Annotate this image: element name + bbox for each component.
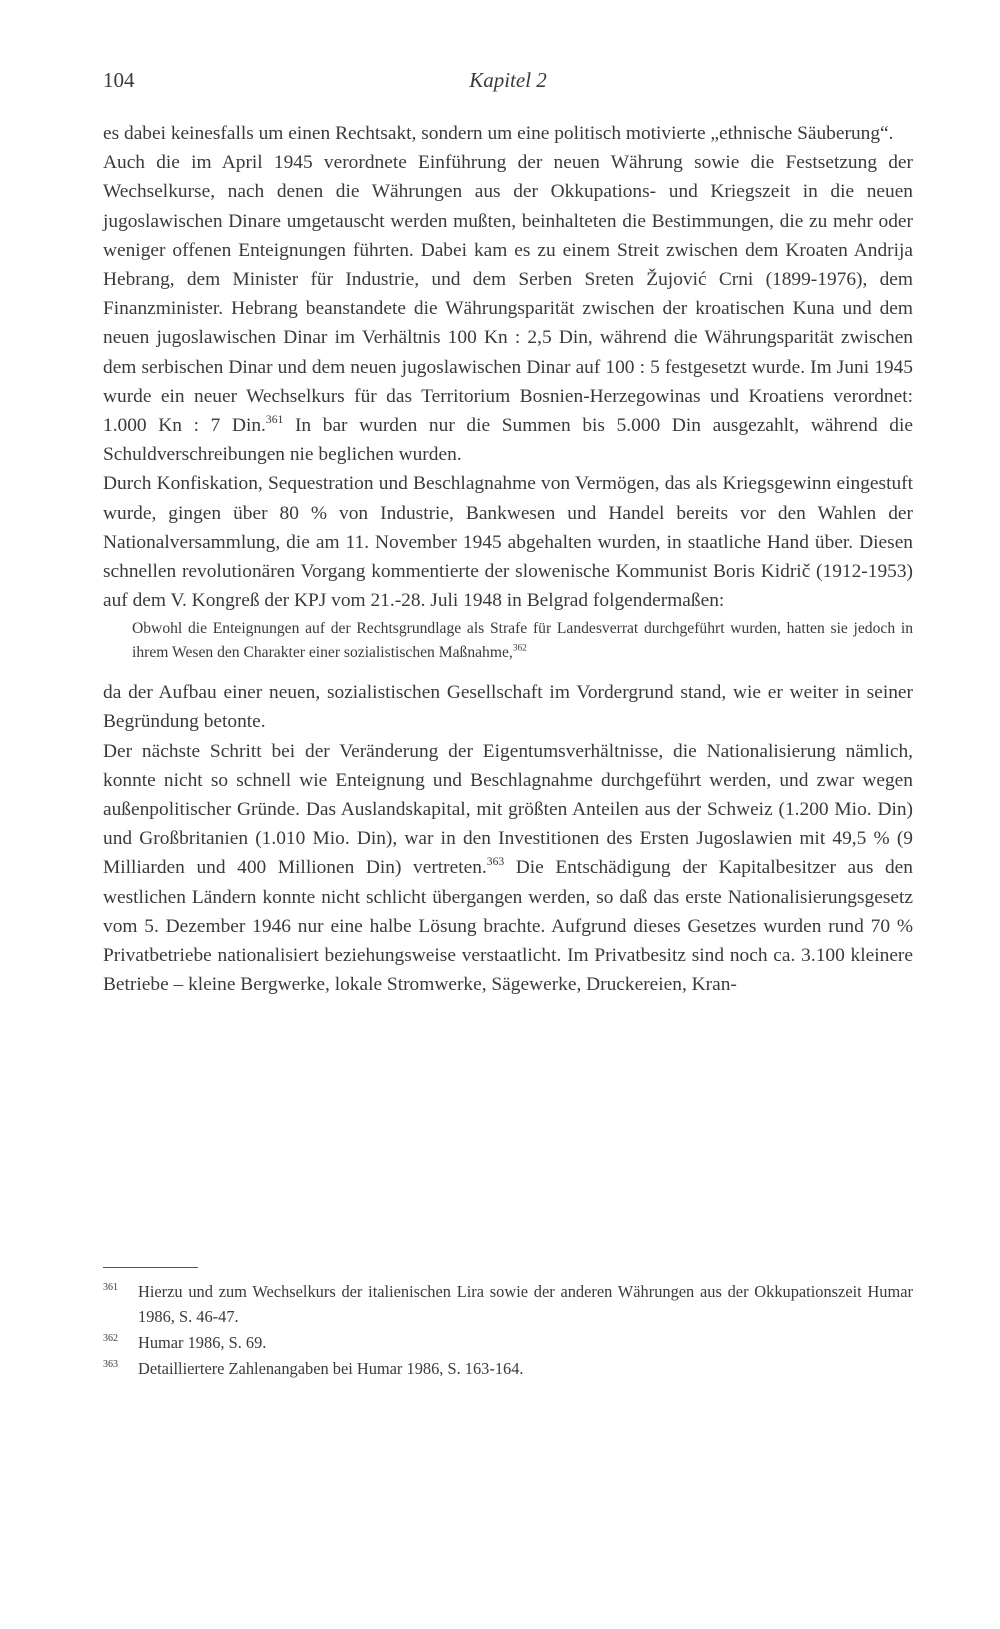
footnote-separator [103,1267,198,1268]
footnote [103,1279,913,1329]
footnote-reference[interactable]: 362 [512,643,527,654]
page-header [103,68,913,98]
quote-text: Obwohl die Enteignungen auf der Rechtsgrundlage als Strafe für Landesverrat durchgeführt wurden, hatten sie jedoch in ihrem Wesen den Charakter einer sozialistischen Maßnahme, [132,620,913,661]
footnote [103,1356,913,1381]
paragraph-text: Die Entschädigung der Kapitalbesitzer aus den westlichen Ländern konnte nicht schlicht übergangen werden, so daß das erste Nationalisierungsgesetz vom 5. Dezember 1946 nur eine halbe Lösung brachte. Aufgrund dieses Gesetzes wurden rund 70 % Privatbetriebe nationalisiert beziehungsweise verstaatlicht. Im Privatbesitz sind noch ca. 3.100 kleinere Betriebe – kleine Bergwerke, lokale Stromwerke, Sägewerke, Druckereien, Kran- [103,857,913,996]
footnote-reference[interactable]: 361 [265,412,284,426]
main-text [103,119,913,1000]
footnotes [103,1279,913,1382]
footnote-text: Humar 1986, S. 69. [138,1333,267,1352]
paragraph-currency-reform [103,148,913,469]
page-number: 104 [103,68,135,92]
footnote-number: 363 [103,1359,118,1370]
paragraph-text: Der nächste Schritt bei der Veränderung der Eigentumsverhältnisse, die Nationalisierung nämlich, konnte nicht so schnell wie Enteignung und Beschlagnahme durchgeführt werden, und zwar wegen außenpolitischer Gründe. Das Auslandskapital, mit größten Anteilen aus der Schweiz (1.200 Mio. Din) und Großbritanien (1.010 Mio. Din), war in den Investitionen des Ersten Jugoslawien mit 49,5 % (9 Milliarden und 400 Millionen Din) vertreten. [103,740,913,879]
paragraph-quote-continuation: da der Aufbau einer neuen, sozialistischen Gesellschaft im Vordergrund stand, wie er weiter in seiner Begründung betonte. [103,682,913,733]
paragraph-continuation: es dabei keinesfalls um einen Rechtsakt, sondern um eine politisch motivierte „ethnische Säuberung“. [103,123,894,144]
block-quote [103,617,913,664]
paragraph-text: In bar wurden nur die Summen bis 5.000 Din ausgezahlt, während die Schuldverschreibungen nie beglichen wurden. [103,415,913,466]
running-title: Kapitel 2 [469,68,547,92]
footnote-text: Hierzu und zum Wechselkurs der italienischen Lira sowie der anderen Währungen aus der Okkupationszeit Humar 1986, S. 46-47. [138,1282,913,1326]
footnote [103,1330,913,1355]
paragraph-confiscation: Durch Konfiskation, Sequestration und Beschlagnahme von Vermögen, das als Kriegsgewinn eingestuft wurde, gingen über 80 % von Industrie, Bankwesen und Handel bereits vor den Wahlen der Nationalversammlung, die am 11. November 1945 abgehalten wurden, in staatliche Hand über. Diesen schnellen revolutionären Vorgang kommentierte der slowenische Kommunist Boris Kidrič (1912-1953) auf dem V. Kongreß der KPJ vom 21.-28. Juli 1948 in Belgrad folgendermaßen: [103,473,913,612]
footnote-text: Detailliertere Zahlenangaben bei Humar 1986, S. 163-164. [138,1359,524,1378]
footnote-reference[interactable]: 363 [486,855,505,869]
footnote-number: 362 [103,1333,118,1344]
paragraph-text: Auch die im April 1945 verordnete Einführung der neuen Währung sowie die Festsetzung der Wechselkurse, nach denen die Währungen aus der Okkupations- und Kriegszeit in die neuen jugoslawischen Dinare umgetauscht werden mußten, beinhalteten die Bestimmungen, die zu mehr oder weniger offenen Enteignungen führten. Dabei kam es zu einem Streit zwischen dem Kroaten Andrija Hebrang, dem Minister für Industrie, und dem Serben Sreten Žujović Crni (1899-1976), dem Finanzminister. Hebrang beanstandete die Währungsparität zwischen der kroatischen Kuna und dem neuen jugoslawischen Dinar im Verhältnis 100 Kn : 2,5 Din, während die Währungsparität zwischen dem serbischen Dinar und dem neuen jugoslawischen Dinar auf 100 : 5 festgesetzt wurde. Im Juni 1945 wurde ein neuer Wechselkurs für das Territorium Bosnien-Herzegowinas und Kroatiens verordnet: 1.000 Kn : 7 Din. [103,152,913,437]
paragraph-nationalisation [103,737,913,1000]
footnote-number: 361 [103,1282,118,1293]
